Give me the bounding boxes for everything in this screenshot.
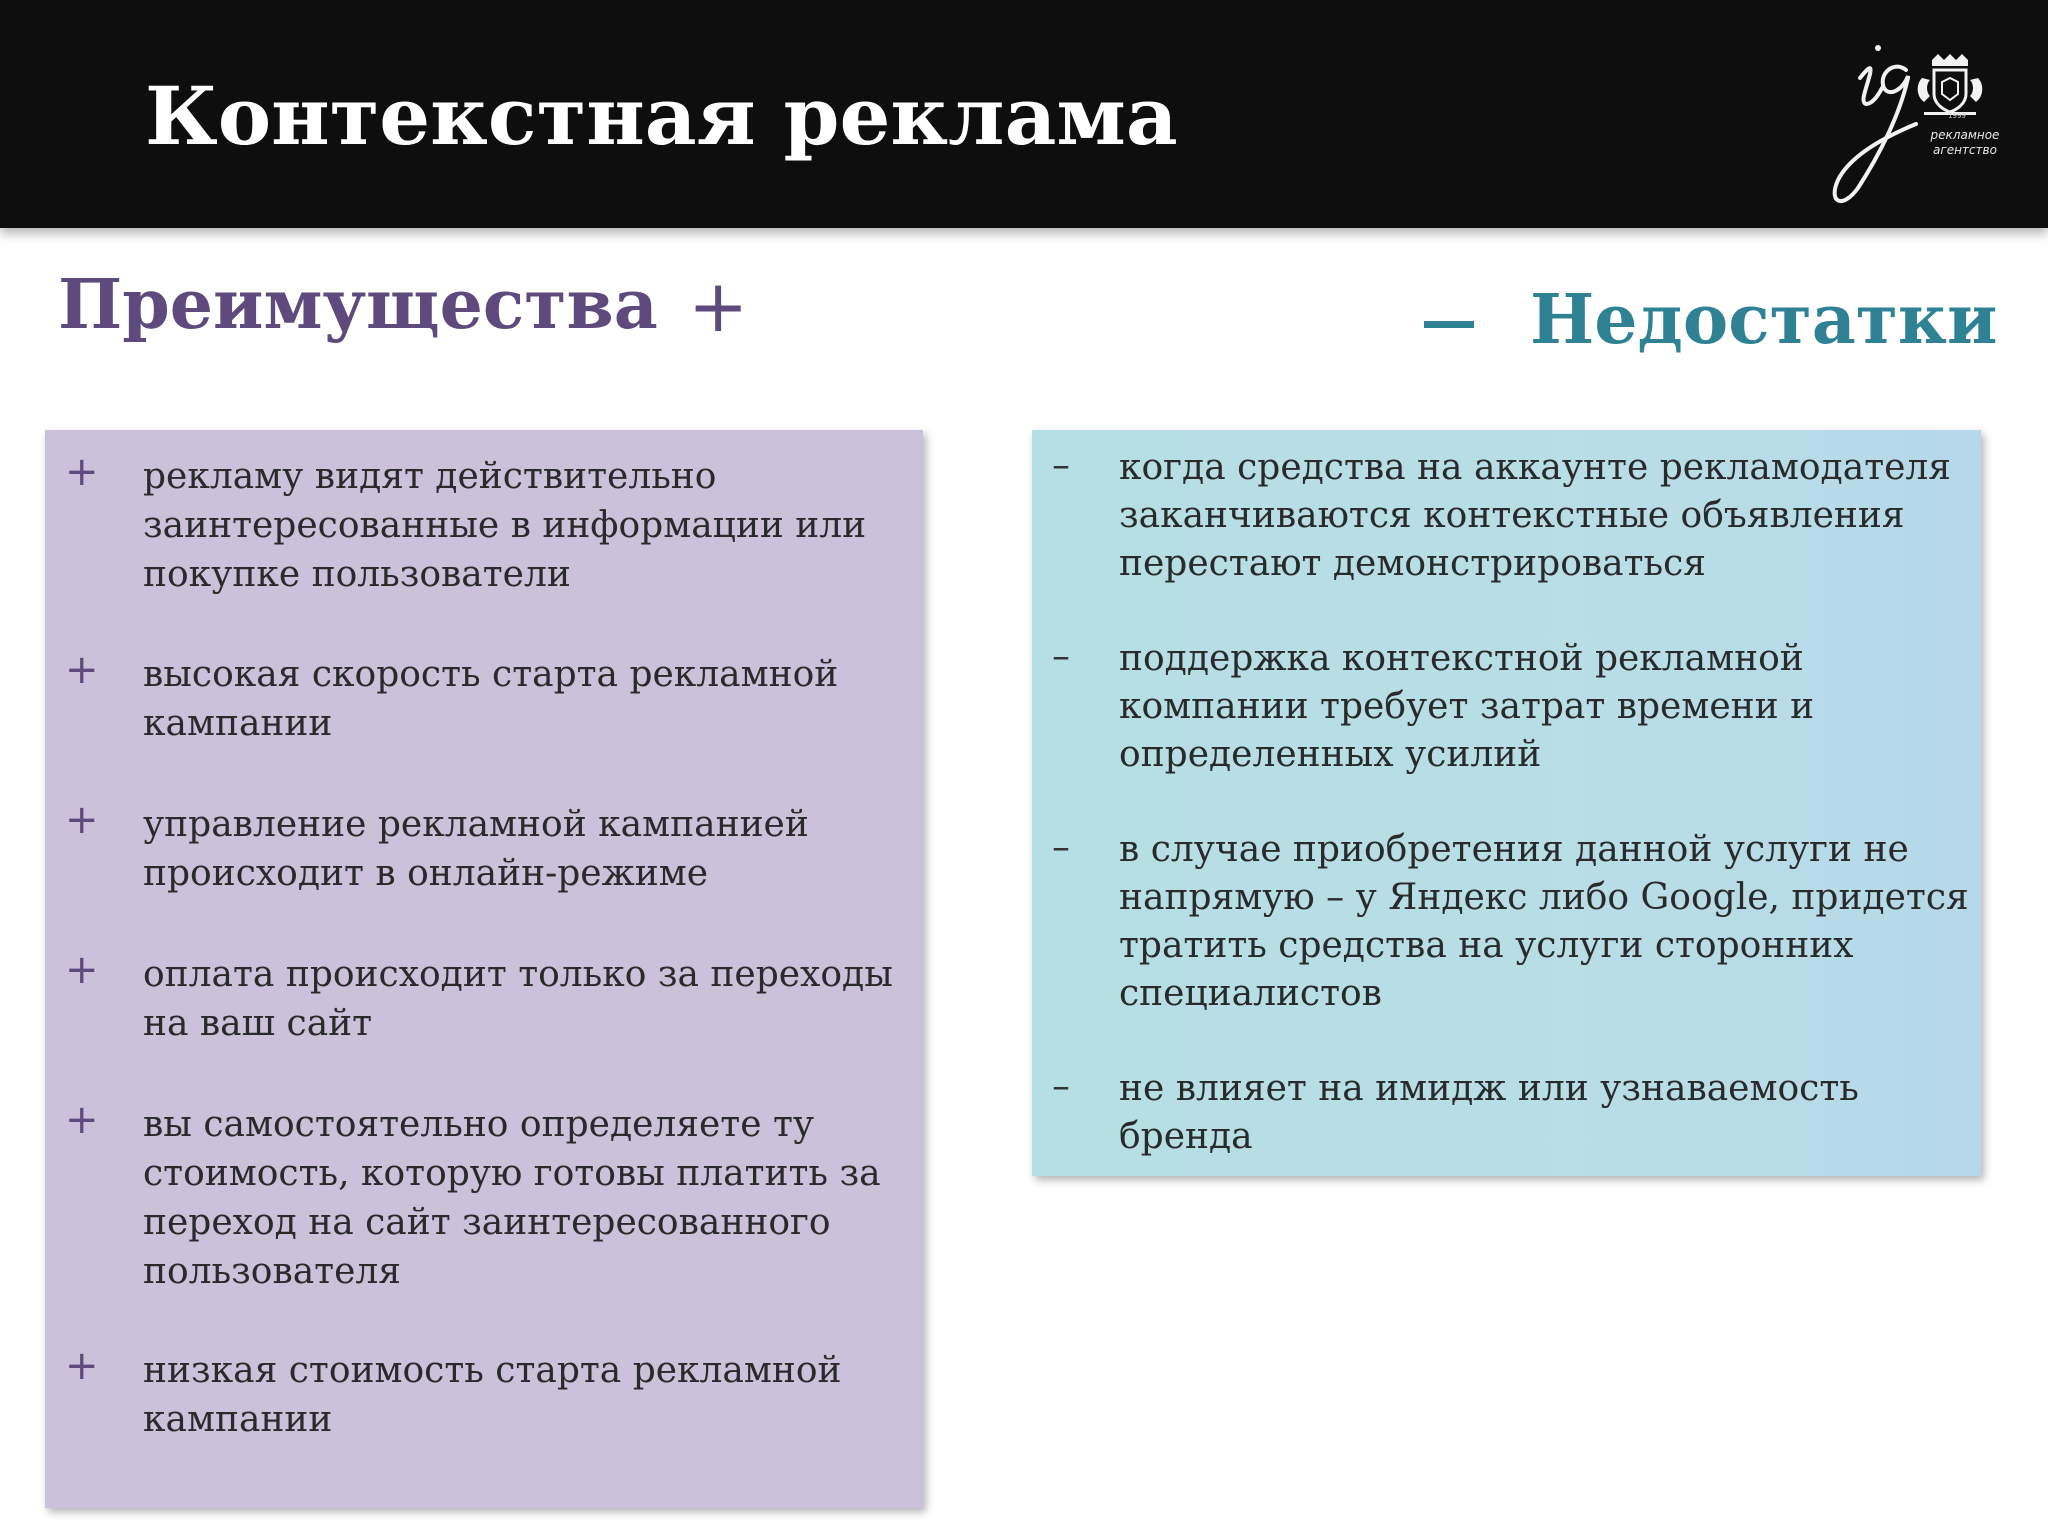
plus-icon: + (688, 264, 749, 348)
advantage-text: рекламу видят действительно заинтересованные в информации или покупке пользователи (143, 456, 867, 595)
advantage-text: высокая скорость старта рекламной кампании (143, 654, 839, 744)
minus-icon (1424, 321, 1474, 328)
disadvantages-panel (1032, 430, 1981, 1176)
page-title: Контекстная реклама (145, 69, 1178, 163)
advantage-text: низкая стоимость старта рекламной кампании (143, 1350, 842, 1440)
disadvantage-text: поддержка контекстной рекламной компании требует затрат времени и определенных усилий (1119, 638, 1815, 775)
logo-agency-line2: агентство (1933, 143, 1997, 157)
plus-bullet-icon: + (65, 797, 99, 843)
logo-year: 1999 (1948, 112, 1966, 120)
plus-bullet-icon: + (65, 449, 99, 495)
minus-bullet-icon: – (1052, 1066, 1070, 1107)
plus-bullet-icon: + (65, 647, 99, 693)
advantage-text: оплата происходит только за переходы на ваш сайт (143, 954, 893, 1044)
plus-bullet-icon: + (65, 947, 99, 993)
logo-agency-text (1910, 128, 2020, 158)
advantages-heading: Преимущества (58, 265, 658, 345)
disadvantage-text: когда средства на аккаунте рекламодателя заканчиваются контекстные объявления перестают демонстрироваться (1119, 447, 1951, 584)
plus-bullet-icon: + (65, 1343, 99, 1389)
plus-bullet-icon: + (65, 1097, 99, 1143)
advantages-panel (45, 430, 923, 1508)
advantage-text: вы самостоятельно определяете ту стоимость, которую готовы платить за переход на сайт заинтересованного пользователя (143, 1104, 881, 1292)
minus-bullet-icon: – (1052, 827, 1070, 868)
disadvantage-text: не влияет на имидж или узнаваемость бренда (1119, 1068, 1859, 1157)
logo-agency-line1: рекламное (1930, 128, 2000, 142)
disadvantage-text: в случае приобретения данной услуги не напрямую – у Яндекс либо Google, придется тратить средства на услуги сторонних специалистов (1119, 829, 1969, 1014)
advantage-text: управление рекламной кампанией происходит в онлайн-режиме (143, 804, 809, 894)
header-bar (0, 0, 2048, 228)
minus-bullet-icon: – (1052, 445, 1070, 486)
disadvantages-heading: Недостатки (1530, 280, 1998, 360)
minus-bullet-icon: – (1052, 636, 1070, 677)
